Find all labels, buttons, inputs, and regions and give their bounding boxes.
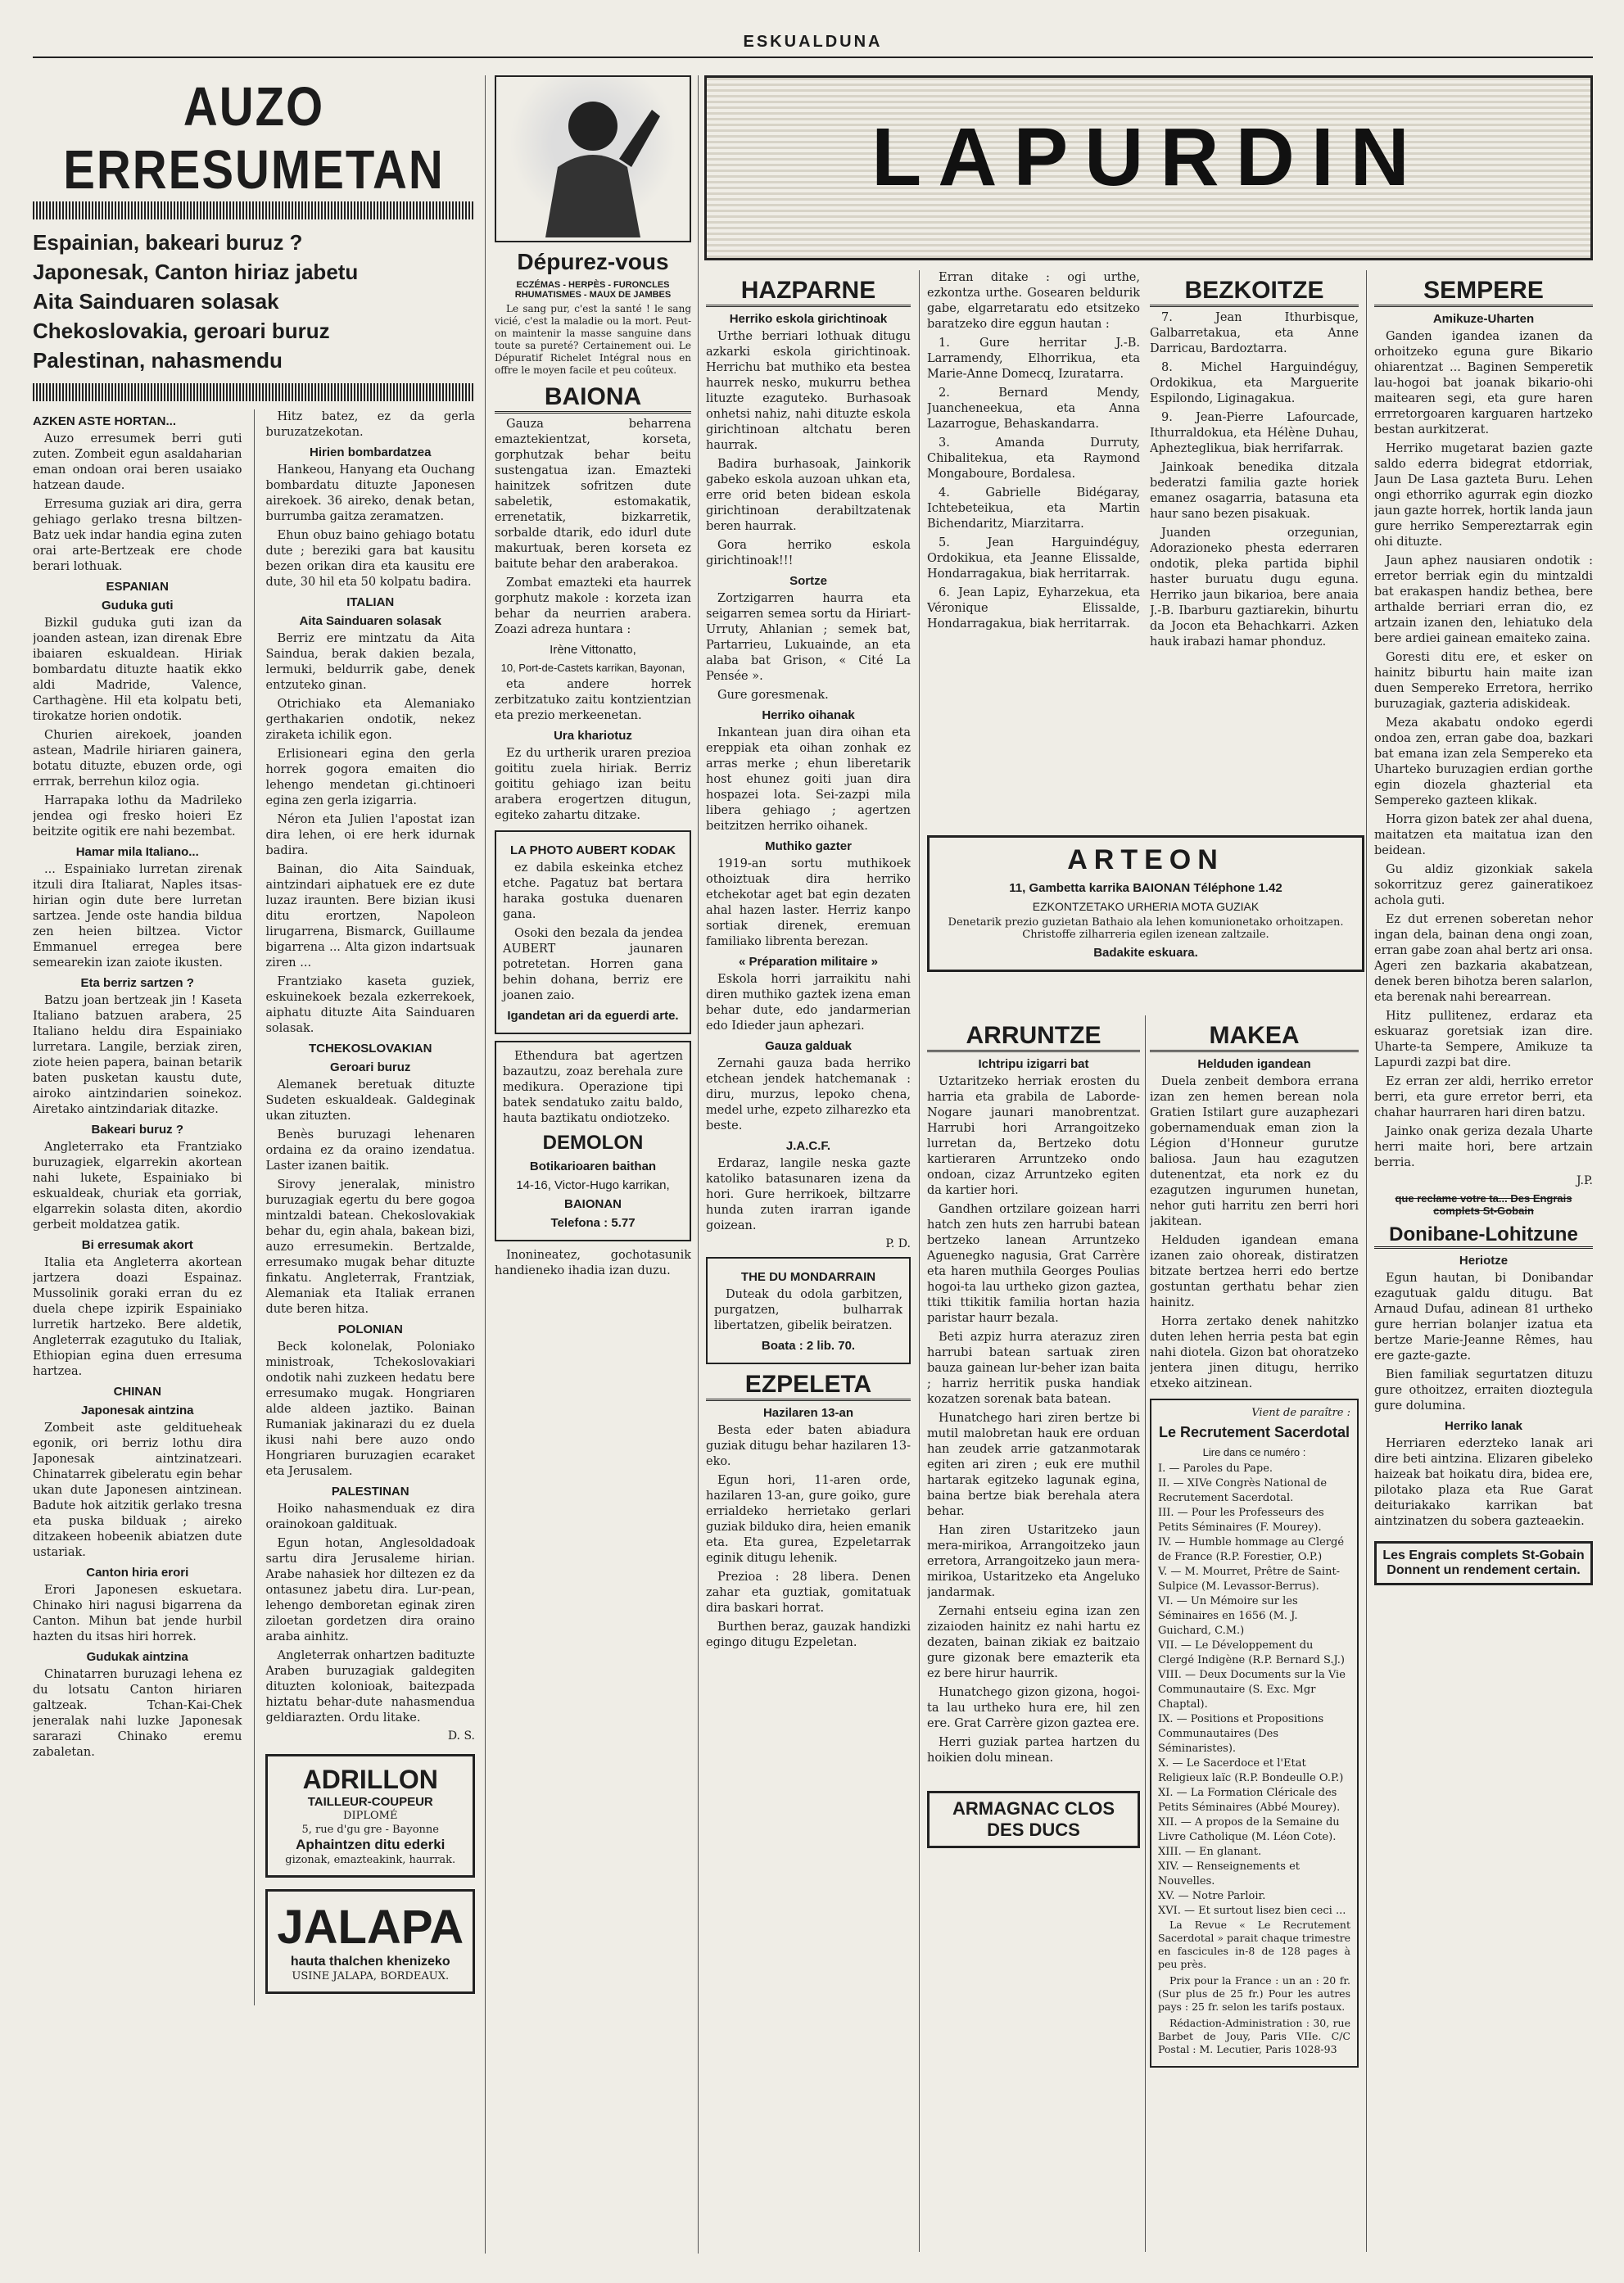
ad-line: DIPLOMÉ (343, 1810, 398, 1822)
muthiko-heading: Muthiko gazter (765, 839, 852, 853)
geroari-heading: Geroari buruz (330, 1060, 411, 1074)
subcolumn-right (265, 409, 475, 2005)
list-item: 8. Michel Harguindéguy, Ordokikua, eta Marguerite Espilondo, Liginagakua. (1150, 361, 1359, 405)
paragraph: Gauza beharrena emaztekientzat, korseta, gorphutzak behar beitu sustengatua izan. Emazteki hainitzek sofritzen dute sabeletik, estomakatik, errenetatik, bizkarretik, sorbalde dtarik, edo idurl dute makurtuak, beren korseta ez baitute behar den araberakoa. (495, 418, 691, 571)
ad-line: TAILLEUR-COUPEUR (307, 1795, 433, 1809)
list-item: 3. Amanda Durruty, Chibalitekua, eta Raymond Mongaboure, Bordalesa. (927, 436, 1140, 481)
reclame-strip: que reclame votre ta... Des Engrais complets St-Gobain (1395, 1192, 1572, 1217)
ichtripu-heading: Ichtripu izigarri bat (978, 1057, 1089, 1071)
ad-line: hauta thalchen khenizeko (290, 1955, 450, 1969)
paragraph: Juanden orzegunian, Adorazioneko phesta ederraren ondotik, pleka partida biphil haster buruatu dugu eguna. Herriko jaun bikarioa, bere anaia J.-B. Ibarburu gaztiarekin, bihurtu da Jocon eta Behachkarri. Azken hauk irabazi hamar phonduz. (1150, 527, 1359, 649)
paragraph: Bainan, dio Aita Sainduak, aintzindari aiphatuek ere ez dute luzaz iraunten. Bere bizian ikusi ditu erortzen, Napoleon lirugarrena, Bismarck, Guillaume bigarrena ... Alta gizon indartsuak ziren ... (265, 863, 475, 970)
preparation-heading: « Préparation militaire » (738, 955, 879, 969)
paragraph: Prezioa : 28 libera. Denen zahar eta guztiak, gomitatuak dira baskari horrat. (706, 1571, 911, 1615)
paragraph: Eskola horri jarraikitu nahi diren muthiko gaztek izena eman behar dute, edo jandarmerian edo Idieder jaun aphezari. (706, 973, 911, 1033)
table-of-contents (1158, 1462, 1350, 1919)
gudukak-heading: Gudukak aintzina (86, 1650, 188, 1664)
paragraph: Angleterrak onhartzen badituzte Araben buruzagiak galdegiten dituzten kolonioak, baitezpada hiztatu behar-dute nahasmendua geldiarazten. Ordu litake. (265, 1649, 475, 1725)
ad-name: ADRILLON (302, 1765, 438, 1794)
paragraph: Gu aldiz gizonkiak sakela sokorritzuz gerez gaineratikoez achola guti. (1374, 863, 1593, 907)
aita-heading: Aita Sainduaren solasak (299, 614, 441, 628)
paragraph: Gure goresmenak. (717, 689, 829, 702)
paragraph: Batzu joan bertzeak jin ! Kaseta Italiano batzuen arabera, 25 Italiano heldu dira Espainiako lurretara. Langile, berziak ziren, ziote heien papera, bainan betarik baten pusketan kaustu dute, airoko aintzindarien soinekoz. Airetako aintzindariak ditazke. (33, 994, 242, 1116)
chinan-heading: CHINAN (113, 1385, 161, 1399)
paragraph: Churien airekoek, joanden astean, Madrile hiriaren gainera, botatu dituzte, ebuzen orde, ogi errrak, berrehun kiloz ogia. (33, 729, 242, 789)
signature: P. D. (885, 1237, 911, 1250)
two-subcolumns (33, 409, 475, 2005)
sortze-heading: Sortze (789, 574, 827, 588)
sempere-title: SEMPERE (1374, 277, 1593, 307)
paragraph: Erdaraz, langile neska gazte katoliko batasunaren izena da hori. Gure herrikoek, biltzarre hunda zuten irarran igande goizean. (706, 1157, 911, 1232)
ad-text: Osoki den bezala da jendea AUBERT jaunaren potretetan. Horren gana behin dohana, berriz ere joanen zaio. (503, 927, 683, 1002)
paragraph: Egun hotan, Anglesoldadoak sartu dira Jerusaleme hirian. Arabe nahasiek hor diltezen ez da ontasunez jabetu dira. Lur-pean, lehengo demboretan eginak ziren ziloetan gordetzen dira oraino araba ainhitz. (265, 1537, 475, 1643)
column-rule (485, 75, 486, 2254)
toc-item: IV. — Humble hommage au Clergé de France (R.P. Forestier, O.P.) (1158, 1536, 1345, 1563)
guduka-guti-heading: Guduka guti (102, 599, 174, 613)
paragraph: Horra zertako denek nahitzko duten lehen herria pesta bat egin nahi diotela. Gizon bat ohoratzeko jentera jinen ditugu, herriko etxeko aitzinean. (1150, 1315, 1359, 1390)
paragraph: Sirovy jeneralak, ministro buruzagiak egertu du bere gogoa mintzaldi batean. Chekoslovakiak behar du, egin ahala, bakean bizi, auzo erresumekin. Bertzalde, erresumako mugak behar dituzte finkatu. Angleterrak, Frantziak, Alemaniak eta Italiak erranen dute beren hitza. (265, 1178, 475, 1316)
paragraph: Jainko onak geriza dezala Uharte herri maite hori, bere artzain berria. (1374, 1125, 1593, 1169)
headline-5: Palestinan, nahasmendu (33, 348, 283, 373)
mondarrain-ad (706, 1257, 911, 1364)
ezpeleta-title: EZPELETA (706, 1371, 911, 1401)
toc-item: XV. — Notre Parloir. (1158, 1890, 1266, 1902)
paragraph: Zortzigarren haurra eta seigarren semea sortu da Hiriart-Urruty, Ahlanian ; semek bat, Partarrieu, Lukuainde, an eta alaba bat Grison, « Cité La Pensée ». (706, 592, 911, 683)
paragraph: Herriaren ederzteko lanak ari dire beti aintzina. Elizaren gibeleko haizeak bat hoikatu dira, bidea ere, pilotako plaza eta Rue Garat deituriakako karrikan bat aintzinatzen du sobera gazteaekin. (1374, 1437, 1593, 1528)
column-auzo-erresumetan (33, 75, 475, 2005)
column-rule (698, 75, 699, 2254)
italian-heading: ITALIAN (346, 595, 395, 609)
baiona-title: BAIONA (495, 383, 691, 414)
toc-item: X. — Le Sacerdoce et l'Etat Religieux laïc (R.P. Bondeulle O.P.) (1158, 1757, 1344, 1784)
headline-4: Chekoslovakia, geroari buruz (33, 319, 330, 343)
paragraph: Erori Japonesen eskuetara. Chinako hiri nagusi bigarrena da Canton. Mihun bat jende hurbil hazten du itsas hiri horrek. (33, 1584, 242, 1643)
ad-line: Badakite eskuara. (1093, 946, 1198, 960)
depurez-illustration (495, 75, 691, 242)
jalapa-ad (265, 1889, 475, 1994)
paragraph: Zombat emazteki eta haurrek gorphutz makole : korzeta izan behar da neurrien arabera. Zoazi adreza huntara : (495, 576, 691, 636)
bezkoitze-title: BEZKOITZE (1150, 277, 1359, 307)
hamar-mila-heading: Hamar mila Italiano... (75, 845, 199, 859)
column-sempere (1374, 270, 1593, 1585)
column-rule (919, 270, 920, 2252)
column-rule (1145, 1015, 1146, 2252)
paragraph: Hitz batez, ez da gerla buruzatzekotan. (265, 410, 475, 439)
hirien-heading: Hirien bombardatzea (310, 445, 432, 459)
column-rule (1366, 270, 1367, 2252)
paragraph: Néron eta Julien l'apostat izan dira lehen, oi ere herk idurnak badira. (265, 813, 475, 857)
ad-line: Aphaintzen ditu ederki (296, 1837, 446, 1852)
polonian-heading: POLONIAN (337, 1322, 403, 1336)
paragraph: Alemanek beretuak dituzte Sudeten eskualdeak. Galdeginak ukan zituzten. (265, 1078, 475, 1123)
headline-1: Espainian, bakeari buruz ? (33, 230, 303, 255)
paragraph: Otrichiako eta Alemaniako gerthakarien ondotik, nekez ziraketa ichilik egon. (265, 698, 475, 742)
gauza-galduak-heading: Gauza galduak (765, 1039, 852, 1053)
ura-heading: Ura khariotuz (554, 729, 632, 743)
paragraph: Egun hautan, bi Donibandar ezagutuak galdu ditugu. Bat Arnaud Dufau, adinean 81 urtheko gure herrian bolanjer izatua eta bertze Marie-Jeanne Rêmes, hau ere gazte-gazte. (1374, 1272, 1593, 1363)
toc-item: I. — Paroles du Pape. (1158, 1462, 1273, 1475)
headline-2: Japonesak, Canton hiriaz jabetu (33, 260, 359, 284)
paragraph: Zernahi gauza bada herriko etchean jendek hatchemanak : diru, murzus, lepoko chena, medel urhe, ezpeto zilharezko eta beste. (706, 1057, 911, 1132)
azken-aste-heading: AZKEN ASTE HORTAN... (33, 414, 176, 428)
ad-name: DEMOLON (542, 1132, 644, 1154)
address-street: 10, Port-de-Castets karrikan, Bayonan, (500, 662, 685, 674)
signature: J.P. (1576, 1174, 1593, 1187)
list-item: 1. Gure herritar J.-B. Larramendy, Elhorrikua, eta Marie-Anne Domecq, Izuratarra. (927, 337, 1140, 381)
paragraph: Gandhen ortzilare goizean harri hatch zen huts zen harrubi batean bertzeko lanean Arruntzeko Aguenegko nagusia, Grat Carrère eta haren muthila Georges Poulias hogoi-ta lau urtheko gizon gaztea, ttiki ttikitik familia hortan hazia paristar haurr bezala. (927, 1203, 1140, 1325)
paragraph: Benès buruzagi lehenaren ordaina ez da oraino izendatua. Laster izanen baitik. (265, 1128, 475, 1173)
paragraph: Jaun aphez nausiaren ondotik : erretor berriak egin du mintzaldi bat erakaspen handiz bethea, bere arthalde berriari erran dio, ez artzain izanen den, lehiatuko dela bere ardiei gainean emaiteko zaina. (1374, 554, 1593, 645)
armagnac-ad: ARMAGNAC CLOS DES DUCS (927, 1791, 1140, 1848)
ad-line: BAIONAN (564, 1197, 622, 1211)
subcolumn-left (33, 409, 242, 2005)
paragraph: Hitz pullitenez, erdaraz eta eskuaraz goretsiak izan dire. Uharte-ta Sempere, Amikuze ta Lapurdi zazpi bat dire. (1374, 1010, 1593, 1069)
newspaper-page (33, 33, 1593, 2260)
ad-line: Lire dans ce numéro : (1202, 1446, 1306, 1458)
paragraph: Italia eta Angleterra akortean jartzera doazi Espainaz. Mussolinik goraki erran du ez duela chepe izpirik Espainiako lurretik hartzeko. Bere aldetik, Angleterrak ezagutuko du Italiak, Ethiopian egina duen erresuma hartzea. (33, 1256, 242, 1378)
palestinan-heading: PALESTINAN (331, 1485, 409, 1499)
ad-line: Vient de paraître : (1251, 1407, 1350, 1419)
paragraph: Gora herriko eskola girichtinoak!!! (706, 539, 911, 567)
ad-text: Rédaction-Administration : 30, rue Barbet de Jouy, Paris VIIe. C/C Postal : M. Lecutier, Paris 1028-93 (1158, 2017, 1350, 2055)
depurez-subtitle: ECZÉMAS - HERPÈS - FURONCLES RHUMATISMES - MAUX DE JAMBES (514, 280, 672, 300)
adrillon-ad (265, 1754, 475, 1878)
paragraph: Erlisioneari egina den gerla horrek gogora emaiten dio lehengo mendetan gi.chtinoeri egina zen gerla izigarria. (265, 748, 475, 807)
helduden-heading: Helduden igandean (1197, 1057, 1311, 1071)
column-baiona (495, 75, 691, 1282)
amikuze-heading: Amikuze-Uharten (1432, 312, 1535, 326)
ad-line: Botikarioaren baithan (529, 1160, 657, 1173)
paragraph: Hunatchego gizon gizona, hogoi-ta lau urtheko hura ere, hil zen ere. Grat Carrère gizon gaztea ere. (927, 1686, 1140, 1730)
herriko-lanak-heading: Herriko lanak (1444, 1419, 1523, 1433)
toc-item: VI. — Un Mémoire sur les Séminaires en 1656 (M. J. Guichard, C.M.) (1158, 1595, 1298, 1637)
ad-text: La Revue « Le Recrutement Sacerdotal » parait chaque trimestre en fascicules in-8 de 128 pages à peu près. (1158, 1919, 1350, 1970)
ad-text: Ethendura bat agertzen bazautzu, zoaz berehala zure medikura. Operazione tipi batek sendatuko zaitu baldo, hauta baztikatu ondiotzeko. (503, 1050, 683, 1125)
arruntze-title: ARRUNTZE (927, 1022, 1140, 1052)
paragraph: Zernahi entseiu egina izan zen zizaioden hainitz ez nahi hartu ez dezaten, bainan zikiak ez baitzaio gure gizonak bere emazterik eta ez bere hirur haurrik. (927, 1605, 1140, 1680)
paragraph: Ez dut errenen soberetan nehor ingan dela, bainan dena ongi zoan, erran gabe zoan ahal bertz ari onsa. Ageri zen bazkaria akabatzean, denek beren bihotza beren salarlon, eta berenak nahi berearrean. (1374, 913, 1593, 1004)
paragraph: Ehun obuz baino gehiago botatu dute ; bereziki gara bat kausitu bezen orikan dira eta kausitu ere dute, 30 hil eta 50 kolpatu badira. (265, 529, 475, 589)
list-item: 9. Jean-Pierre Lafourcade, Ithurraldokua, eta Hélène Duhau, Aphezteglikua, biak herrifarrak. (1150, 411, 1359, 455)
paragraph: Ez erran zer aldi, herriko erretor berri, eta gure erretor berri, eta chahar haurraren hari diren batzu. (1374, 1075, 1593, 1119)
ad-price: Boata : 2 lib. 70. (761, 1339, 856, 1353)
signature: D. S. (447, 1729, 475, 1743)
ad-line: EZKONTZETAKO URHERIA MOTA GUZIAK (1032, 900, 1260, 913)
toc-item: II. — XIVe Congrès National de Recrutement Sacerdotal. (1158, 1477, 1328, 1504)
headline-3: Aita Sainduaren solasak (33, 289, 279, 314)
headline-rule (33, 383, 475, 401)
oihanak-heading: Herriko oihanak (762, 708, 855, 722)
paragraph: Le sang pur, c'est la santé ! le sang vicié, c'est la maladie ou la mort. Peut-on maintenir la masse sanguine dans toute sa pureté? Certainement oui. Le Dépuratif Richelet Intégral nous en offre le moyen facile et peu coûteux. (495, 303, 691, 376)
canton-heading: Canton hiria erori (86, 1566, 189, 1580)
paragraph: Egun hori, 11-aren orde, hazilaren 13-an, gure goiko, gure errialdeko herrietako gerlari guziak bilduko dira, heien emanik eta. Eta gurea, Ezpeletarrak eginik ditugu lehenik. (706, 1474, 911, 1565)
list-item: 4. Gabrielle Bidégaray, Ichtebeteikua, eta Martin Bichendaritz, Miarzitarra. (927, 486, 1140, 531)
ad-line: Telefona : 5.77 (550, 1216, 636, 1230)
paragraph: Beti azpiz hurra aterazuz ziren harrubi batean sartuak ziren bauza gainean lur-beher izan baita ; harriz herritik puska handiak kozatzen sorenak bata batean. (927, 1331, 1140, 1406)
toc-item: VII. — Le Développement du Clergé Indigène (R.P. Bernard S.J.) (1158, 1639, 1345, 1666)
toc-item: XIV. — Renseignements et Nouvelles. (1158, 1860, 1301, 1887)
ad-address: 11, Gambetta karrika BAIONAN Téléphone 1.42 (1009, 881, 1282, 895)
paragraph: Herri guziak partea hartzen du hoikien dolu minean. (927, 1736, 1140, 1765)
ad-line: Igandetan ari da eguerdi arte. (507, 1009, 679, 1023)
jacf-heading: J.A.C.F. (785, 1139, 831, 1153)
paragraph: Frantziako kaseta guziek, eskuinekoek bezala ezkerrekoek, aiphatu dituzte Aita Sainduaren solasak. (265, 975, 475, 1035)
paragraph: Urthe berriari lothuak ditugu azkarki eskola girichtinoak. Herrichu bat muthiko eta bestea haurrek nesko, mukurru bethea lituzte ezaguteko. Burhasoak onhetsi nahiz, nahi dituzte eskola girichtinoan altchatu beren haurrak. (706, 330, 911, 452)
ad-name: Le Recrutement Sacerdotal (1158, 1424, 1350, 1440)
paragraph: Horra gizon batek zer ahal duena, maitatzen eta maitatua izan den beidean. (1374, 813, 1593, 857)
toc-item: XIII. — En glanant. (1158, 1846, 1262, 1858)
paragraph: Inkantean juan dira oihan eta ereppiak eta oihan zonhak ez arras merke ; ehun liberetarik host ehunez goiti juan dira hospazei lota. Sei-zazpi mila libera gehiago ; agertzen beitzitzen herriko oihanek. (706, 726, 911, 833)
paragraph: Erresuma guziak ari dira, gerra gehiago gerlako tresna biltzen-Batz uek indar handia egina zuten orai arte-Bertzeak ere chode berari lothuak. (33, 498, 242, 573)
ad-line: USINE JALAPA, BORDEAUX. (292, 1970, 450, 1982)
ad-line: gizonak, emazteakink, haurrak. (285, 1854, 456, 1866)
toc-item: XVI. — Et surtout lisez bien ceci ... (1158, 1905, 1346, 1917)
tchekoslovakian-heading: TCHEKOSLOVAKIAN (308, 1042, 432, 1056)
ad-name: ARTEON (1067, 844, 1224, 875)
section-title-auzo-erresumetan: AUZO ERRESUMETAN (63, 76, 445, 201)
paragraph: Chinatarren buruzagi lehena ez du lotsatu Canton hiriaren galtzeak. Tchan-Kai-Chek jeneralak nahi luzke Japonesak sararazi Chinako eremu zabaletan. (33, 1668, 242, 1759)
hazilaren-heading: Hazilaren 13-an (762, 1406, 854, 1420)
paragraph: Herriko mugetarat bazien gazte saldo ederra bidegrat etdorriak, Jaun De Lasa gazteta Buru. Lehen ongi ethorriko agurrak egin diozko jaun gazte horrek, hortik landa jaun gure herriko Sempereztarrak egin ohi dituzte. (1374, 442, 1593, 549)
ad-name: LA PHOTO AUBERT KODAK (510, 843, 676, 857)
paragraph: Ez du urtherik uraren prezioa goititu zuela hiriak. Berriz goititu gehiago izan beitu arabera erogertzen ditugun, egiteko zahartu ditzake. (495, 747, 691, 822)
list-item: 2. Bernard Mendy, Juancheneekua, eta Anna Lazarrogue, Behaskandarra. (927, 387, 1140, 431)
paragraph: Ganden igandea izanen da orhoitzeko eguna gure Bikario ohiarentzat ... Baginen Semperetik lau-hogoi bat joanak bikario-ohi maitearen segi, eta gure haren errretorgoaren karguaren hartzeko bestan aurkitzerat. (1374, 330, 1593, 436)
ad-line: 5, rue d'gu gre - Bayonne (301, 1824, 439, 1836)
column-arruntze (927, 1015, 1140, 1848)
ad-text: Prix pour la France : un an : 20 fr. (Sur plus de 25 fr.) Pour les autres pays : 25 fr. selon les tarifs postaux. (1158, 1974, 1350, 2013)
ad-text: ez dabila eskeinka etchez etche. Pagatuz bat bertara haraka gostuka duenaren gana. (503, 861, 683, 921)
ad-text: Duteak du odola garbitzen, purgatzen, bulharrak libertatzen, gibelik beiratzen. (714, 1288, 902, 1332)
paragraph: Bien familiak segurtatzen dituzu gure othoitzez, erraiten dioztegula gure dolumina. (1374, 1368, 1593, 1413)
depurez-title: Dépurez-vous (517, 249, 669, 274)
paragraph: Bizkil guduka guti izan da joanden astean, izan direnak Ebre ibaiaren eskualdean. Hiriak bombardatu dituzte haatik ekko aldi Madride, Valence, Carthagène. Hil eta kolpatu beti, tirokatze horien ondotik. (33, 617, 242, 723)
recrutement-ad (1150, 1399, 1359, 2068)
list-item: 7. Jean Ithurbisque, Galbarretakua, eta Anne Darricau, Bardoztarra. (1150, 311, 1359, 355)
lapurdi-banner (704, 75, 1593, 260)
subcolumn-rule (254, 409, 255, 2005)
ad-line: 14-16, Victor-Hugo karrikan, (516, 1178, 670, 1192)
column-hazparne (706, 270, 911, 1654)
eta-berriz-heading: Eta berriz sartzen ? (80, 976, 194, 990)
paragraph: Auzo erresumek berri guti zuten. Zombeit egun asaldaharian eman ondoan orai beren usaiako hatzean daude. (33, 432, 242, 492)
list-item: 6. Jean Lapiz, Eyharzekua, eta Véronique Elissalde, Hondarragakua, biak herritarrak. (927, 586, 1140, 631)
man-scratching-back-icon (496, 77, 690, 237)
column-marriages (927, 270, 1140, 635)
arteon-ad (927, 835, 1364, 972)
paragraph: Han ziren Ustaritzeko jaun mera-mirikoa, Arrangoitzeko jaun erretora, Arrangoitzeko jaun mera-mirikoa, Ustaritzeko eta Angeluko jandarmak. (927, 1524, 1140, 1599)
lapurdi-banner-image (704, 75, 1593, 260)
paragraph: eta andere horrek zerbitzatuko zaitu kontzientzian eta prezio merkeenetan. (495, 678, 691, 722)
toc-item: III. — Pour les Professeurs des Petits Séminaires (F. Mourey). (1158, 1507, 1324, 1534)
address-name: Irène Vittonatto, (550, 643, 636, 657)
paragraph: Erran ditake : ogi urthe, ezkontza urthe. Gosearen beldurik gabe, elgarretaratu edo etsitzeko baratzeko dire eggun hautan : (927, 271, 1140, 331)
bakeari-heading: Bakeari buruz ? (91, 1123, 184, 1137)
demolon-ad (495, 1041, 691, 1241)
toc-item: VIII. — Deux Documents sur la Vie Communautaire (S. Exc. Mgr Chaptal). (1158, 1669, 1346, 1711)
running-head: ESKUALDUNA (33, 33, 1593, 58)
paragraph: Helduden igandean emana izanen zaio ohoreak, distiratzen bitzate bertzea herri edo bertze gostuntan gerthatu behar zien hainitz. (1150, 1234, 1359, 1309)
lapurdi-title: LAPURDIN (871, 111, 1426, 203)
espanian-heading: ESPANIAN (106, 580, 169, 594)
japonesak-heading: Japonesak aintzina (80, 1404, 194, 1417)
paragraph: Besta eder baten abiadura guziak ditugu behar hazilaren 13-eko. (706, 1424, 911, 1468)
paragraph: Jainkoak benedika ditzala bederatzi familia gazte horiek emanez osagarria, batasuna eta haur sano bezen pisakuak. (1150, 461, 1359, 521)
kodak-ad (495, 830, 691, 1034)
herriko-heading: Herriko eskola girichtinoak (729, 312, 888, 326)
hazparne-title: HAZPARNE (706, 277, 911, 307)
toc-item: V. — M. Mourret, Prêtre de Saint-Sulpice (M. Levassor-Berrus). (1158, 1566, 1341, 1593)
bi-erresumak-heading: Bi erresumak akort (81, 1238, 193, 1252)
paragraph: 1919-an sortu muthikoek othoiztuak dira herriko etchekotar aget bat egin dezaten ahal hazen laster. Herriz kanpo sortiak direnek, eremuan familiako librenta berezan. (706, 857, 911, 948)
engrais-ad: Les Engrais complets St-Gobain Donnent un rendement certain. (1374, 1541, 1593, 1585)
paragraph: Beck kolonelak, Poloniako ministroak, Tchekoslovakiari ondotik nahi zuzkeen hedatu bere erresumako mugak. Hongriaren alde aldeen jaztiko. Bainan Rumaniak jakinarazi du ez duela ikusi nahi bere auzo ondo Hongriaren buruzagien ecaraket eta Jerusalem. (265, 1340, 475, 1478)
ad-name: JALAPA (277, 1901, 464, 1954)
paragraph: Inonineatez, gochotasunik handieneko ihadia izan duzu. (495, 1249, 691, 1277)
column-makea (1150, 1015, 1359, 2074)
paragraph: Badira burhasoak, Jainkorik gabeko eskola auzoan uhkan eta, erre orid beten bidean eskola girichtinoan derabiltzatenak beren haurrak. (706, 458, 911, 533)
paragraph: Duela zenbeit dembora errana izan zen hemen berean nola Gratien Istilart gure auzaphezari gobernamenduak eman zion la Légion d'Honneur gurutze baliosa. Jaun hau ezagutzen dutenentzat, eta nork ez du ezagutzen ingurumen hunetan, nehor guti harritu zen berri hori jakitean. (1150, 1075, 1359, 1228)
paragraph: Burthen beraz, gauzak handizki egingo ditugu Ezpeletan. (706, 1621, 911, 1649)
ad-line: Christoffe zilharreria egilen izenean zaltzaile. (1022, 929, 1269, 941)
column-bezkoitze (1150, 270, 1359, 653)
paragraph: Angleterrako eta Frantziako buruzagiek, elgarrekin akortean nahi lukete, Espainiako bi eskualdeak, churiak eta gorriak, elgarrekin solasta diten, akordio gerbeit moldatzea gatik. (33, 1141, 242, 1232)
toc-item: IX. — Positions et Propositions Communautaires (Des Séminaristes). (1158, 1713, 1324, 1755)
paragraph: Meza akabatu ondoko egerdi ondoa zen, erran gabe doa, bazkari bat emana izan zela Sempereko eta Uharteko buruzagien erdian gorthe egin diozela ghazterial eta Sempereko gazteen klikak. (1374, 717, 1593, 807)
donibane-title: Donibane-Lohitzune (1374, 1223, 1593, 1249)
title-rule (33, 201, 475, 219)
heriotze-heading: Heriotze (1459, 1254, 1509, 1268)
paragraph: Zombeit aste gelditueheak egonik, ori berriz lothu dira Japonesak aintzinatzeari. Chinatarrek gibeleratu egin behar ukan dute Japonesen aintzinean. Badute hok aitzitik gerlako tresna eta puska bilduak ; aireko ditzakeen hobeenik abiatzen dute ustariak. (33, 1422, 242, 1559)
paragraph: Hoiko nahasmenduak ez dira orainokoan galdituak. (265, 1503, 475, 1531)
paragraph: Hankeou, Hanyang eta Ouchang bombardatu dituzte Japonesen airekoek. 36 aireko, denak betan, burrumba gaitza zeramatzen. (265, 463, 475, 523)
ad-name: THE DU MONDARRAIN (740, 1270, 876, 1284)
toc-item: XII. — A propos de la Semaine du Livre Catholique (M. Léon Cote). (1158, 1816, 1340, 1843)
paragraph: Uztaritzeko herriak erosten du harria eta grabila de Laborde-Nogare jaunari manobrentzat. Harrubi hori Arrangoitzeko lurretan da, Bertzeko dotu kartieraren Arruntzeko ondo ondoan, cizaz Arruntzeko egiten da kartier hori. (927, 1075, 1140, 1197)
toc-item: XI. — La Formation Cléricale des Petits Séminaires (Abbé Mourey). (1158, 1787, 1341, 1814)
ad-line: Denetarik prezio guzietan Bathaio ala lehen komunionetako orhoitzapen. (948, 916, 1344, 929)
paragraph: Goresti ditu ere, et esker on hainitz biburtu hain maite izan duen Sempereko Erretora, herriko buruzagiak, gazteria adiskideak. (1374, 651, 1593, 711)
paragraph: Berriz ere mintzatu da Aita Saindua, berak dakien bezala, lermuki, beldurrik gabe, denek entzuteko ginan. (265, 632, 475, 692)
paragraph: Harrapaka lothu da Madrileko jendea ogi fresko hoieri Ez beitzite ogitik ere nahi bezembat. (33, 794, 242, 839)
paragraph: ... Espainiako lurretan zirenak itzuli dira Italiarat, Naples itsas-hirian ogin dute bere lurretan sartzea. Jende oste handia bildua zen heien biltzea. Victor Emmanuel erregea bere semearekin izan zaiote ikusten. (33, 863, 242, 970)
list-item: 5. Jean Harguindéguy, Ordokikua, eta Jeanne Elissalde, Hondarragakua, biak herritarrak. (927, 536, 1140, 581)
paragraph: Hunatchego hari ziren bertze bi mutil malobretan hauk ere orduan han zeudek arrie gatzanmotarak egiten ari ziren ; euk ere muthil hartarak egitzeko lagunak egina, baina bertze biak berehala atera behar. (927, 1412, 1140, 1518)
makea-title: MAKEA (1150, 1022, 1359, 1052)
